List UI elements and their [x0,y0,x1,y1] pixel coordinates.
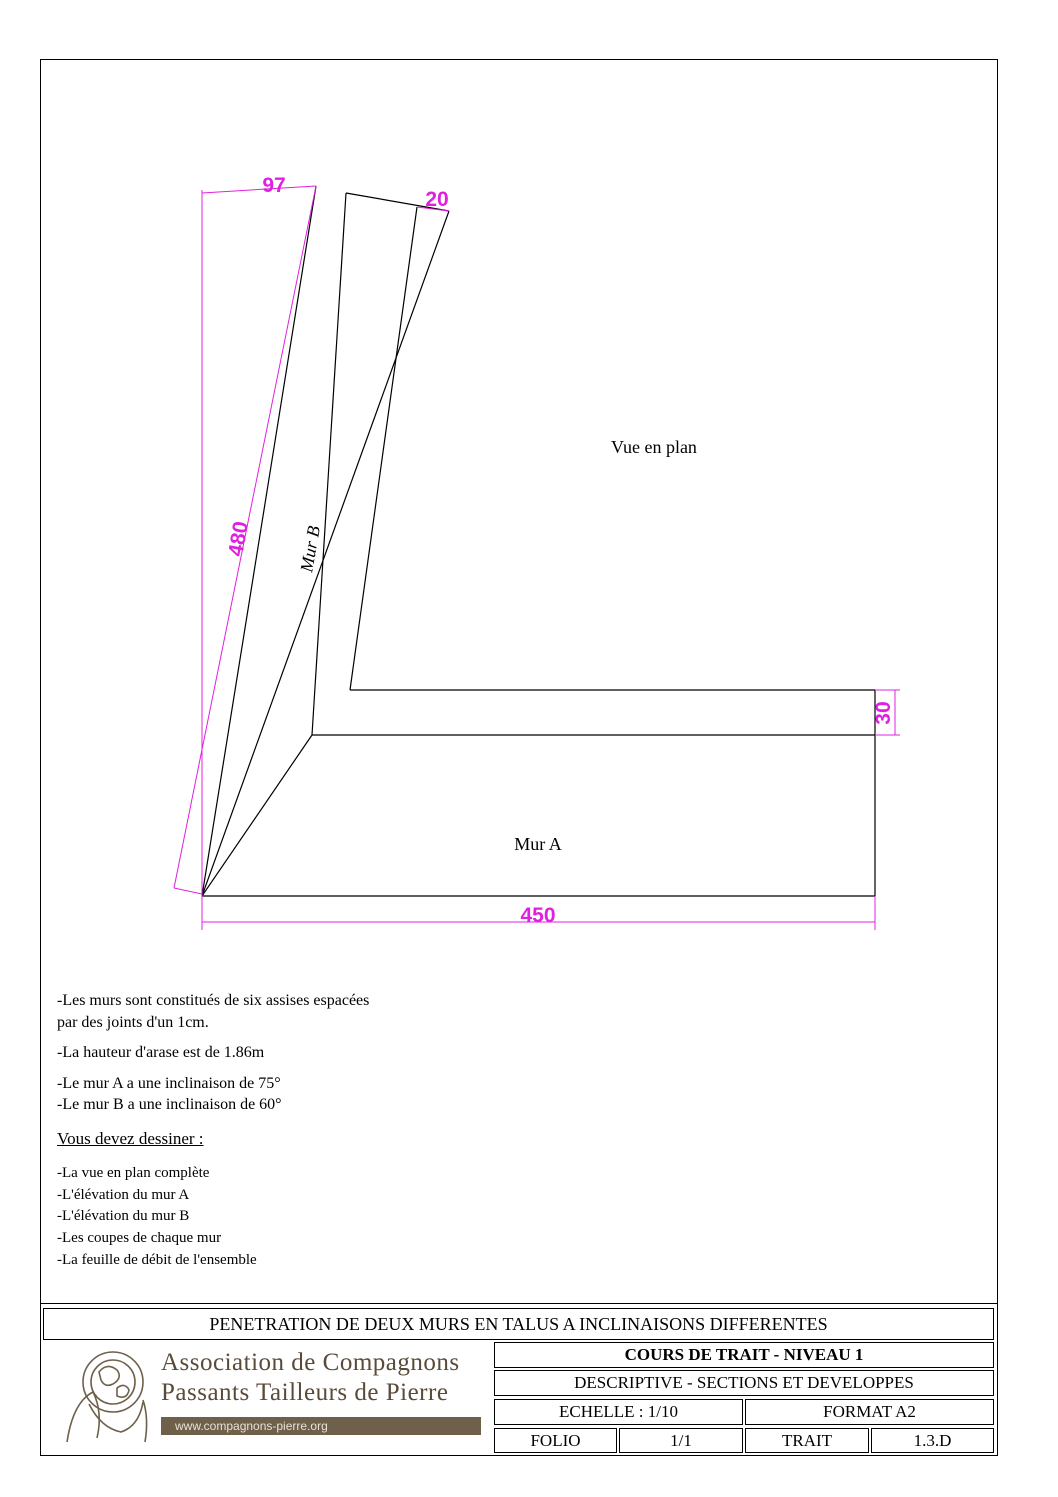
dim-left-length: 480 [224,519,253,559]
website-banner: www.compagnons-pierre.org [161,1417,481,1435]
tasks-heading: Vous devez dessiner : [57,1128,204,1148]
subtitle-cell: DESCRIPTIVE - SECTIONS ET DEVELOPPES [494,1370,994,1396]
dim-top-right: 20 [425,188,449,211]
task-item: -La feuille de débit de l'ensemble [57,1251,257,1268]
note-line: -Le mur B a une inclinaison de 60° [57,1096,282,1114]
wall-b-inner-edge [350,207,417,690]
wall-b-outer-edge [202,186,316,896]
association-logo [43,1342,489,1453]
title-block [40,1303,998,1456]
association-line-1: Association de Compagnons [161,1349,460,1376]
dim-right-height: 30 [872,701,895,725]
note-line: -Les murs sont constitués de six assises espacées [57,992,370,1009]
format-cell: FORMAT A2 [745,1399,994,1425]
note-line: -La hauteur d'arase est de 1.86m [57,1044,265,1062]
compagnon-emblem-icon [59,1344,159,1452]
task-item: -L'élévation du mur A [57,1186,190,1203]
note-line: par des joints d'un 1cm. [57,1013,209,1031]
association-name [161,1348,460,1408]
wall-b-label: Mur B [296,524,324,574]
folio-value-cell: 1/1 [619,1428,743,1453]
tasks-list [57,1163,369,1272]
scale-cell: ECHELLE : 1/10 [494,1399,743,1425]
dimension-lines [174,186,900,930]
note-line: -Le mur A a une inclinaison de 75° [57,1074,281,1092]
task-item: -L'élévation du mur B [57,1208,190,1225]
notes-block-height [57,1042,369,1064]
dim-tick-left [174,888,202,894]
trait-label-cell: TRAIT [745,1428,869,1453]
wall-a-label: Mur A [514,834,562,854]
wall-intersection-line [202,735,312,896]
trait-value-cell: 1.3.D [871,1428,994,1453]
dim-line-top [202,186,316,193]
folio-label-cell: FOLIO [494,1428,617,1453]
dim-bottom-width: 450 [520,904,556,927]
dim-top-width: 97 [262,174,286,197]
course-cell: COURS DE TRAIT - NIVEAU 1 [494,1342,994,1368]
plan-view-label: Vue en plan [611,437,697,457]
notes-block-walls [57,990,369,1033]
task-item: -Les coupes de chaque mur [57,1230,222,1247]
task-item: -La vue en plan complète [57,1164,210,1181]
wall-b-mid-edge [312,193,346,735]
association-line-2: Passants Tailleurs de Pierre [161,1379,449,1406]
notes-block-inclination [57,1073,369,1116]
drawing-title: PENETRATION DE DEUX MURS EN TALUS A INCLINAISONS DIFFERENTES [43,1308,994,1340]
instructions [57,990,369,1272]
